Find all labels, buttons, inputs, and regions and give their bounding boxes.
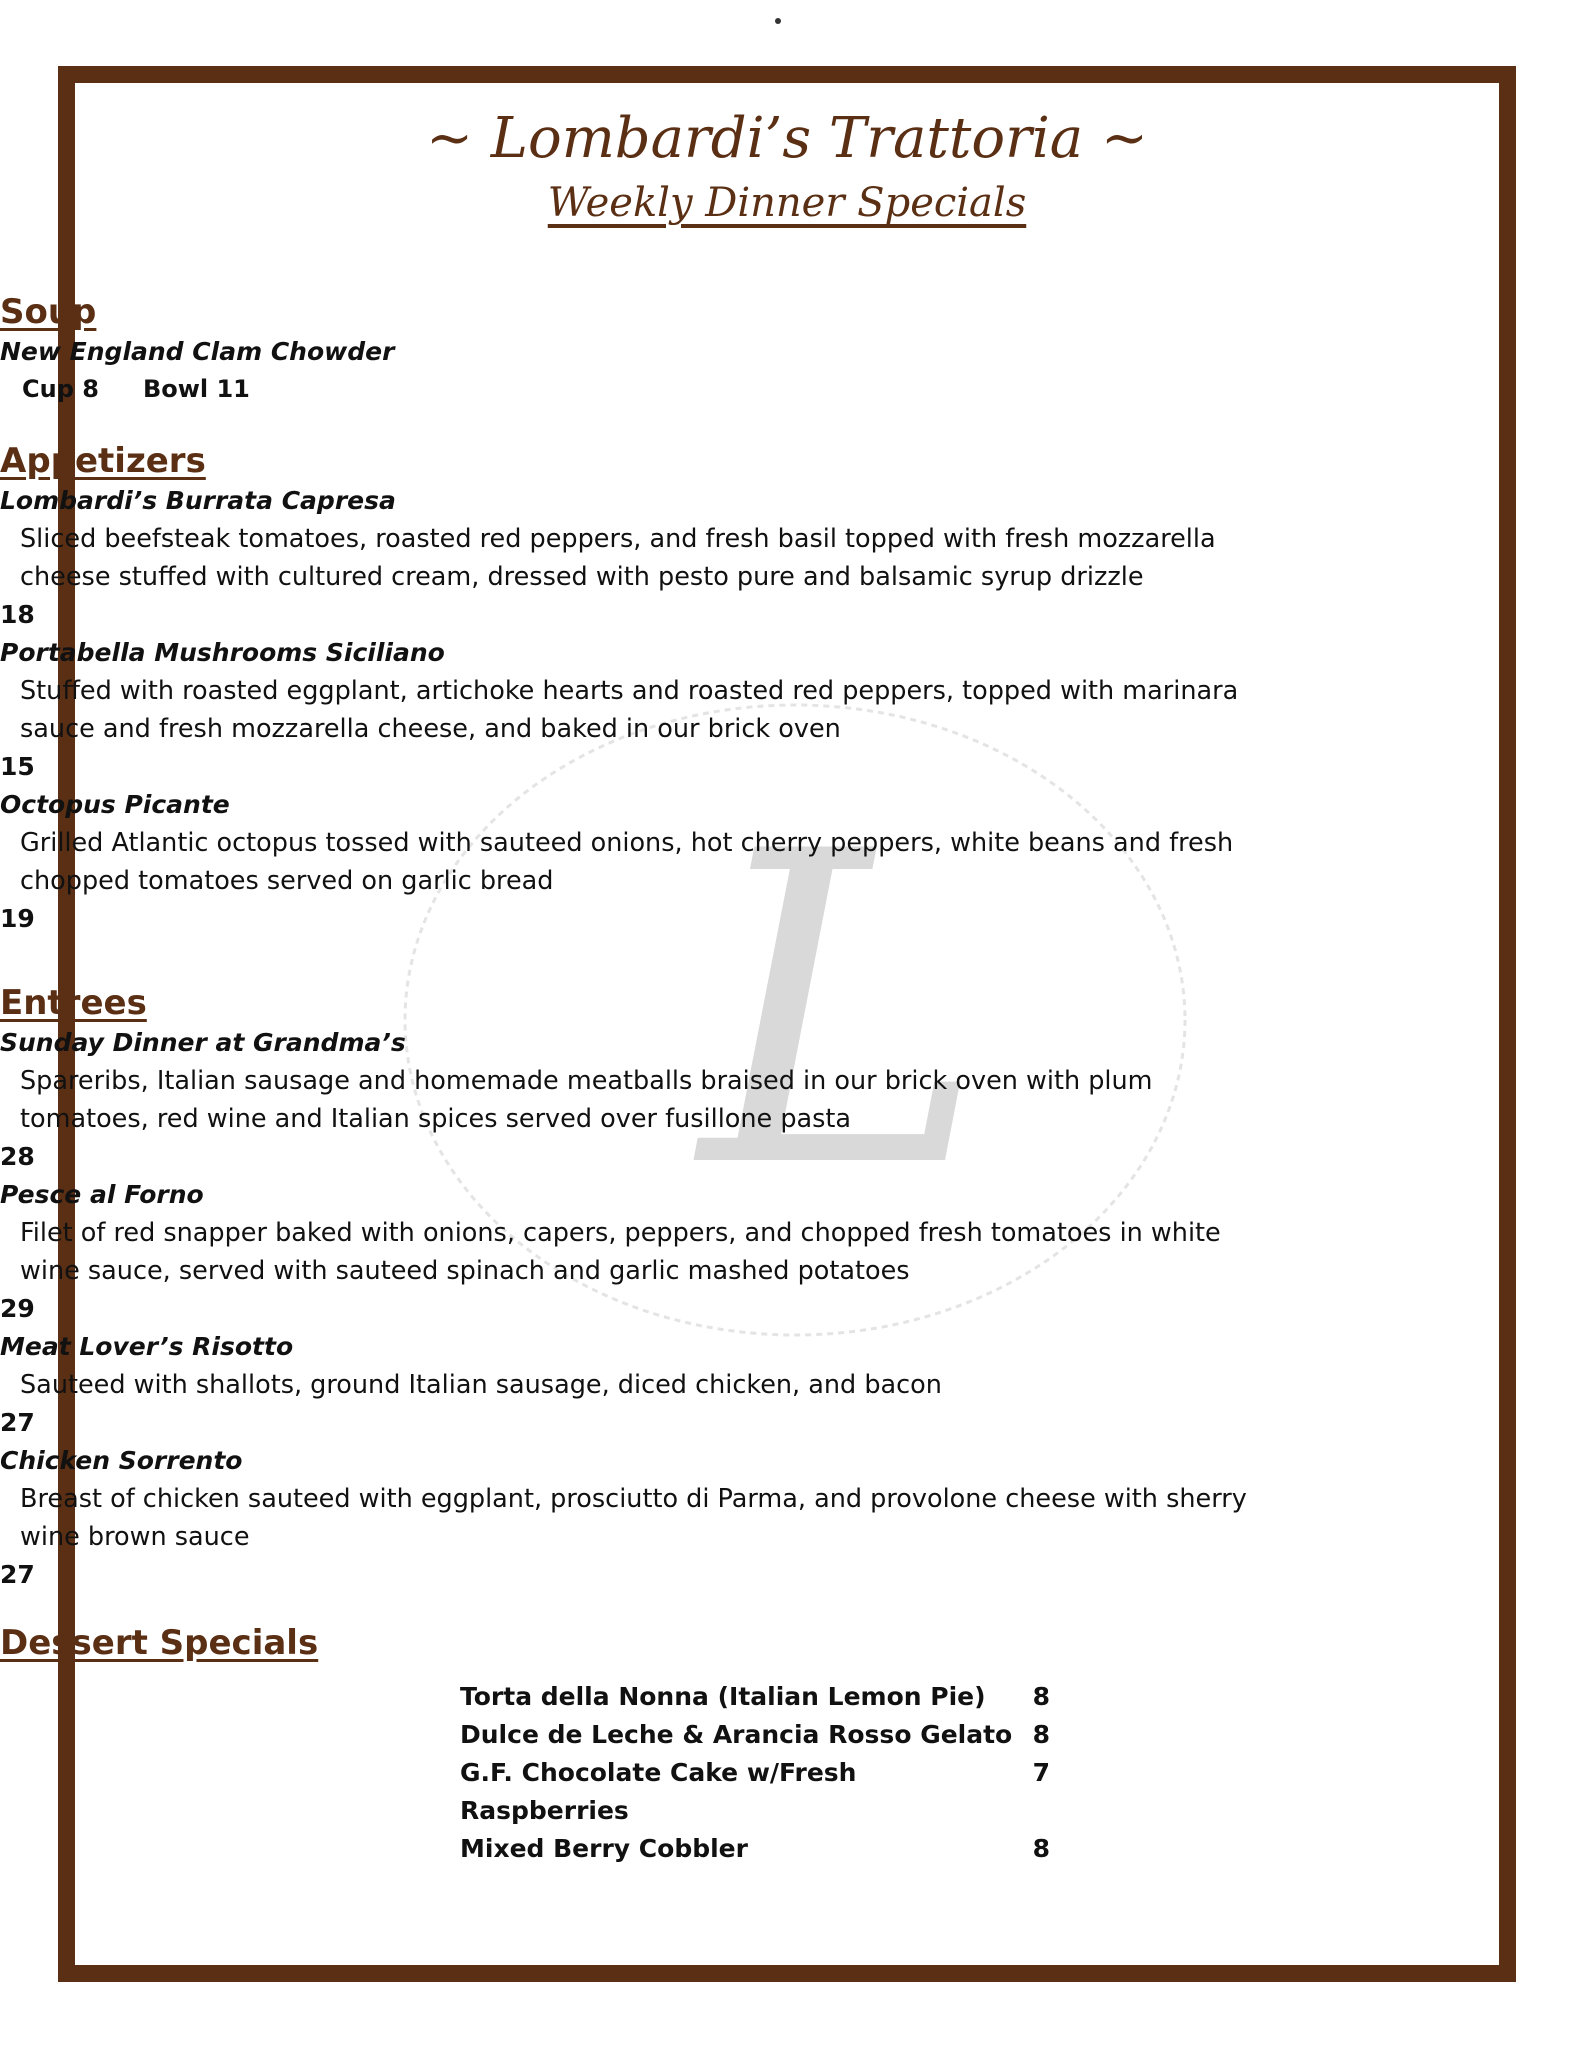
menu-item xyxy=(0,1024,1589,1176)
dessert-price: 8 xyxy=(1032,1834,1050,1863)
item-name: Lombardi’s Burrata Capresa xyxy=(0,485,396,515)
item-description: Stuffed with roasted eggplant, artichoke hearts and roasted red peppers, topped with marinara xyxy=(20,675,1239,706)
item-price: 19 xyxy=(0,903,35,933)
item-name: Chicken Sorrento xyxy=(0,1445,243,1475)
restaurant-title: ~ Lombardi’s Trattoria ~ xyxy=(426,106,1148,171)
item-description: Grilled Atlantic octopus tossed with sauteed onions, hot cherry peppers, white beans and fresh xyxy=(20,827,1234,858)
svg-text:L: L xyxy=(700,762,986,1262)
dessert-name: G.F. Chocolate Cake w/Fresh Raspberries xyxy=(460,1758,857,1825)
dessert-price: 8 xyxy=(1032,1682,1050,1711)
item-name: Meat Lover’s Risotto xyxy=(0,1331,294,1361)
item-price: 18 xyxy=(0,599,35,629)
item-name: Pesce al Forno xyxy=(0,1179,204,1209)
item-name: Portabella Mushrooms Siciliano xyxy=(0,637,445,667)
dessert-name: Dulce de Leche & Arancia Rosso Gelato xyxy=(460,1720,1013,1749)
item-description: tomatoes, red wine and Italian spices served over fusillone pasta xyxy=(20,1103,852,1134)
menu-item xyxy=(0,1328,1589,1442)
soup-prices xyxy=(0,371,1589,407)
dessert-row xyxy=(460,1754,1050,1830)
dessert-name: Torta della Nonna (Italian Lemon Pie) xyxy=(460,1682,986,1711)
soup-bowl-price: Bowl 11 xyxy=(142,374,250,403)
appetizers-section xyxy=(0,441,1589,938)
soup-name: New England Clam Chowder xyxy=(0,336,395,366)
dessert-row xyxy=(460,1716,1050,1754)
soup-heading: Soup xyxy=(0,292,97,332)
item-price: 28 xyxy=(0,1141,35,1171)
appetizers-heading: Appetizers xyxy=(0,441,206,481)
item-name: Octopus Picante xyxy=(0,789,230,819)
pin-mark xyxy=(775,18,781,24)
menu-item xyxy=(0,1176,1589,1328)
soup-cup-price: Cup 8 xyxy=(22,374,99,403)
item-price: 15 xyxy=(0,751,35,781)
menu-item xyxy=(0,482,1589,634)
soup-section xyxy=(0,292,1589,407)
item-description: Sauteed with shallots, ground Italian sausage, diced chicken, and bacon xyxy=(20,1369,942,1400)
menu-item xyxy=(0,786,1589,938)
item-description: wine sauce, served with sauteed spinach and garlic mashed potatoes xyxy=(20,1255,910,1286)
item-description: Filet of red snapper baked with onions, capers, peppers, and chopped fresh tomatoes in white xyxy=(20,1217,1221,1248)
item-description: Breast of chicken sauteed with eggplant, prosciutto di Parma, and provolone cheese with sherry xyxy=(20,1483,1247,1514)
dessert-list xyxy=(460,1678,1050,1868)
dessert-price: 7 xyxy=(1032,1758,1050,1787)
item-price: 29 xyxy=(0,1293,35,1323)
item-description: Sliced beefsteak tomatoes, roasted red peppers, and fresh basil topped with fresh mozzarella xyxy=(20,523,1216,554)
entrees-section xyxy=(0,983,1589,1594)
desserts-heading: Dessert Specials xyxy=(0,1623,319,1663)
item-description: cheese stuffed with cultured cream, dressed with pesto pure and balsamic syrup drizzle xyxy=(20,561,1144,592)
menu-content xyxy=(75,83,1499,228)
desserts-section xyxy=(0,1623,1589,1664)
item-description: chopped tomatoes served on garlic bread xyxy=(20,865,554,896)
entrees-heading: Entrees xyxy=(0,983,147,1023)
dessert-name: Mixed Berry Cobbler xyxy=(460,1834,748,1863)
item-name: Sunday Dinner at Grandma’s xyxy=(0,1027,406,1057)
menu-subtitle: Weekly Dinner Specials xyxy=(547,180,1027,227)
item-price: 27 xyxy=(0,1407,35,1437)
menu-item xyxy=(0,1442,1589,1594)
dessert-price: 8 xyxy=(1032,1720,1050,1749)
dessert-row xyxy=(460,1830,1050,1868)
item-description: wine brown sauce xyxy=(20,1521,250,1552)
item-description: sauce and fresh mozzarella cheese, and baked in our brick oven xyxy=(20,713,841,744)
menu-item xyxy=(0,634,1589,786)
dessert-row xyxy=(460,1678,1050,1716)
item-price: 27 xyxy=(0,1559,35,1589)
item-description: Spareribs, Italian sausage and homemade meatballs braised in our brick oven with plum xyxy=(20,1065,1153,1096)
